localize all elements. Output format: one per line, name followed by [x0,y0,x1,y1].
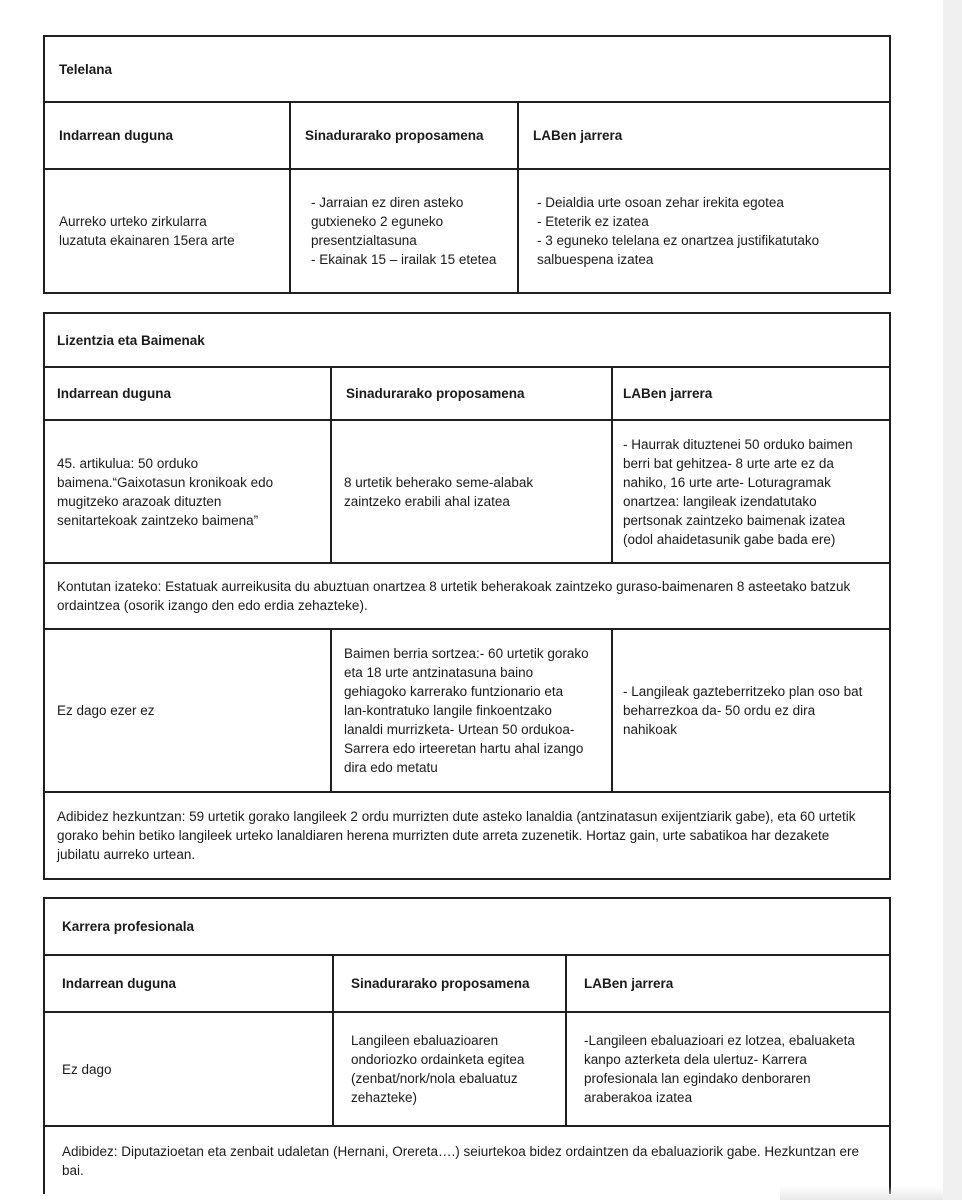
cell-indarrean: Aurreko urteko zirkularra luzatuta ekainaren 15era arte [44,169,290,293]
cell-sinadura: 8 urtetik beherako seme-alabak zaintzeko erabili ahal izatea [331,420,612,563]
note-adibidez-diputazioetan: Adibidez: Diputazioetan eta zenbait udaletan (Hernani, Orereta….) seiurtekoa bidez ordaintzen da ebaluaziorik gabe. Hezkuntzan ere bai. [44,1126,890,1194]
header-laben: LABen jarrera [566,955,890,1012]
cell-sinadura: - Jarraian ez diren asteko gutxieneko 2 eguneko presentzialtasuna - Ekainak 15 – irailak 15 etetea [290,169,518,293]
lizentzia-table [43,312,891,880]
cell-indarrean: Ez dago ezer ez [44,629,331,792]
cell-indarrean: Ez dago [44,1012,333,1126]
scrollbar-track[interactable] [943,0,962,1200]
bottom-fade [780,1186,943,1200]
note-adibidez-hezkuntzan: Adibidez hezkuntzan: 59 urtetik gorako langileek 2 ordu murrizten dute asteko lanaldia (antzinatasun exijentziarik gabe), eta 60 urtetik gorako behin betiko langileek urteko lanaldiaren herena murrizten dute arreta zuzenetik. Hortaz gain, urte sabatikoa har dezakete jubilatu aurreko urtean. [44,792,890,879]
header-indarrean: Indarrean duguna [44,955,333,1012]
header-laben: LABen jarrera [612,367,890,420]
telelana-table [43,35,891,294]
cell-laben: - Langileak gazteberritzeko plan oso bat beharrezkoa da- 50 ordu ez dira nahikoak [612,629,890,792]
section-title: Karrera profesionala [44,898,890,955]
section-title: Telelana [44,36,890,102]
cell-sinadura: Langileen ebaluazioaren ondoriozko ordainketa egitea (zenbat/nork/nola ebaluatuz zehazteke) [333,1012,566,1126]
cell-sinadura: Baimen berria sortzea:- 60 urtetik gorako eta 18 urte antzinatasuna baino gehiagoko karrerako funtzionario eta lan-kontratuko langile finkoentzako lanaldi murrizketa- Urtean 50 ordukoa- Sarrera edo irteeretan hartu ahal izango dira edo metatu [331,629,612,792]
header-sinadura: Sinadurarako proposamena [290,102,518,169]
cell-laben: -Langileen ebaluazioari ez lotzea, ebaluaketa kanpo azterketa dela ulertuz- Karrera profesionala lan egindako denboraren araberakoa izatea [566,1012,890,1126]
header-laben: LABen jarrera [518,102,890,169]
header-indarrean: Indarrean duguna [44,367,331,420]
karrera-table [43,897,891,1194]
section-title: Lizentzia eta Baimenak [44,313,890,367]
header-indarrean: Indarrean duguna [44,102,290,169]
header-sinadura: Sinadurarako proposamena [333,955,566,1012]
header-sinadura: Sinadurarako proposamena [331,367,612,420]
cell-indarrean: 45. artikulua: 50 orduko baimena.“Gaixotasun kronikoak edo mugitzeko arazoak dituzten senitartekoak zaintzeko baimena” [44,420,331,563]
cell-laben: - Haurrak dituztenei 50 orduko baimen berri bat gehitzea- 8 urte arte ez da nahiko, 16 urte arte- Loturagramak onartzea: langileak izendatutako pertsonak zaintzeko baimenak izatea (odol ahaidetasunik gabe bada ere) [612,420,890,563]
note-kontutan: Kontutan izateko: Estatuak aurreikusita du abuztuan onartzea 8 urtetik beherakoak zaintzeko guraso-baimenaren 8 asteetako batzuk ordaintzea (osorik izango den edo erdia zehazteke). [44,563,890,629]
cell-laben: - Deialdia urte osoan zehar irekita egotea - Eteterik ez izatea - 3 eguneko telelana ez onartzea justifikatutako salbuespena izatea [518,169,890,293]
